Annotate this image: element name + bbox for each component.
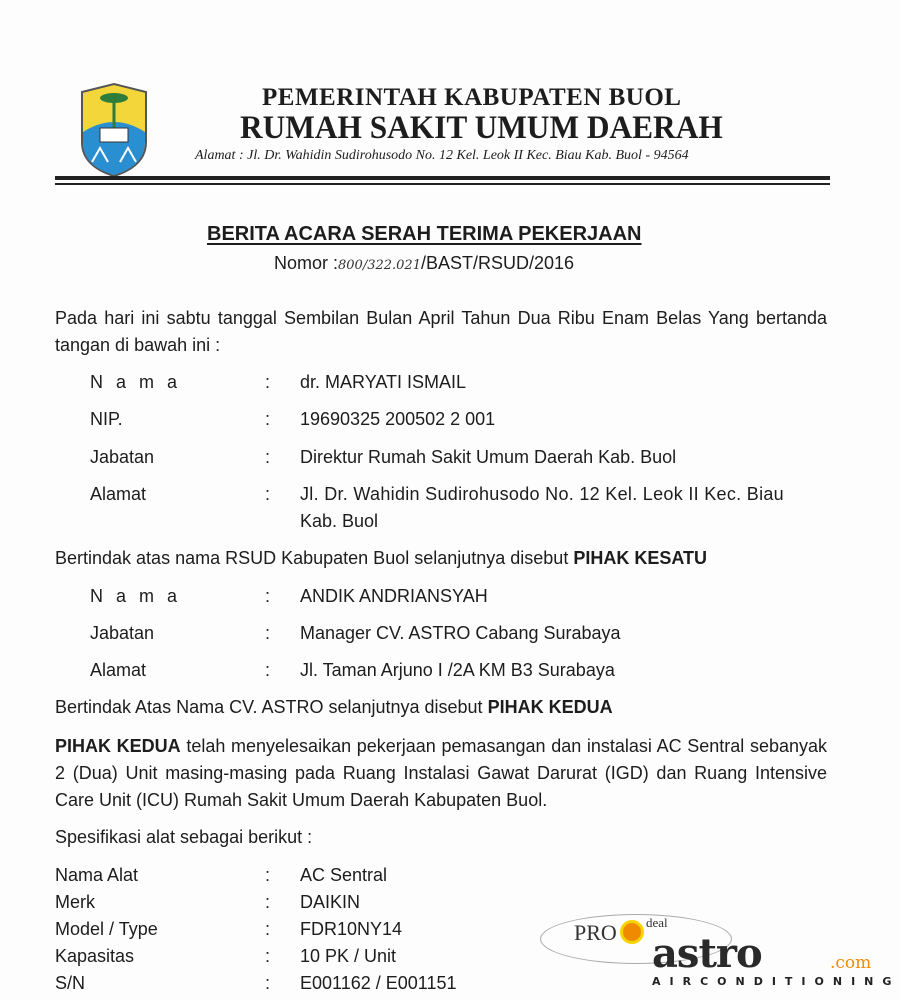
spec-value: DAIKIN [300,892,361,912]
party1-address-value: Jl. Dr. Wahidin Sudirohusodo No. 12 Kel. Leok II Kec. Biau [300,484,784,504]
watermark-deal: deal [646,915,668,930]
number-label: Nomor : [274,253,339,273]
work-paragraph: PIHAK KEDUA telah menyelesaikan pekerjaan pemasangan dan instalasi AC Sentral sebanyak 2 (Dua) Unit masing-masing pada Ruang Instalasi Gawat Darurat (IGD) dan Ruang Intensive Care Unit (ICU) Rumah Sakit Umum Daerah Kabupaten Buol. [55,736,827,810]
colon: : [265,660,271,680]
spec-label: Model / Type [55,919,158,939]
spec-value: 10 PK / Unit [300,946,397,966]
party2-statement: Bertindak Atas Nama CV. ASTRO selanjutnya disebut PIHAK KEDUA [55,697,613,717]
letterhead-hospital: RUMAH SAKIT UMUM DAERAH [240,110,723,146]
colon: : [265,973,271,993]
party1-statement: Bertindak atas nama RSUD Kabupaten Buol selanjutnya disebut PIHAK KESATU [55,548,708,568]
spec-value: E001162 / E001151 [300,973,457,993]
letterhead-government: PEMERINTAH KABUPATEN BUOL [262,84,682,111]
colon: : [265,409,271,429]
party2-position-label: Jabatan [90,623,155,643]
spec-value: AC Sentral [300,865,388,885]
party2-name-label: N a m a [90,586,182,606]
letterhead-divider [55,176,830,180]
spec-label: Merk [55,892,95,912]
colon: : [265,946,271,966]
spec-value: FDR10NY14 [300,919,403,939]
watermark-sun-icon [620,920,644,944]
letterhead-divider-thin [55,183,830,185]
party1-name-value: dr. MARYATI ISMAIL [300,372,467,392]
party2-name-value: ANDIK ANDRIANSYAH [300,586,488,606]
colon: : [265,447,271,467]
colon: : [265,372,271,392]
spec-label: Nama Alat [55,865,139,885]
astro-watermark-logo [540,910,900,1000]
colon: : [265,484,271,504]
colon: : [265,623,271,643]
colon: : [265,919,271,939]
party2-address-label: Alamat [90,660,147,680]
letterhead-address: Alamat : Jl. Dr. Wahidin Sudirohusodo No. 12 Kel. Leok II Kec. Biau Kab. Buol - 94564 [195,148,689,163]
document-number [274,252,574,277]
colon: : [265,586,271,606]
party1-position-value: Direktur Rumah Sakit Umum Daerah Kab. Buol [300,447,677,467]
party1-address-label: Alamat [90,484,147,504]
document-title: BERITA ACARA SERAH TERIMA PEKERJAAN [207,223,642,245]
colon: : [265,892,271,912]
party1-position-label: Jabatan [90,447,155,467]
watermark-com: .com [830,953,872,973]
watermark-astro: astro [652,930,762,977]
regency-emblem-logo [78,82,150,178]
number-suffix: /BAST/RSUD/2016 [420,253,575,273]
handwritten-number: 800/322.021 [338,258,421,273]
party1-nip-value: 19690325 200502 2 001 [300,409,496,429]
spec-intro: Spesifikasi alat sebagai berikut : [55,827,313,847]
party1-address-value-cont: Kab. Buol [300,511,379,531]
party2-address-value: Jl. Taman Arjuno I /2A KM B3 Surabaya [300,660,615,680]
spec-label: Kapasitas [55,946,135,966]
watermark-tagline: AIRCONDITIONING [652,975,900,988]
watermark-pro: PRO [574,920,617,945]
colon: : [265,865,271,885]
intro-paragraph: Pada hari ini sabtu tanggal Sembilan Bulan April Tahun Dua Ribu Enam Belas Yang bertanda tangan di bawah ini : [55,308,827,355]
party1-nip-label: NIP. [90,409,123,429]
party1-name-label: N a m a [90,372,182,392]
party2-position-value: Manager CV. ASTRO Cabang Surabaya [300,623,621,643]
spec-label: S/N [55,973,86,993]
